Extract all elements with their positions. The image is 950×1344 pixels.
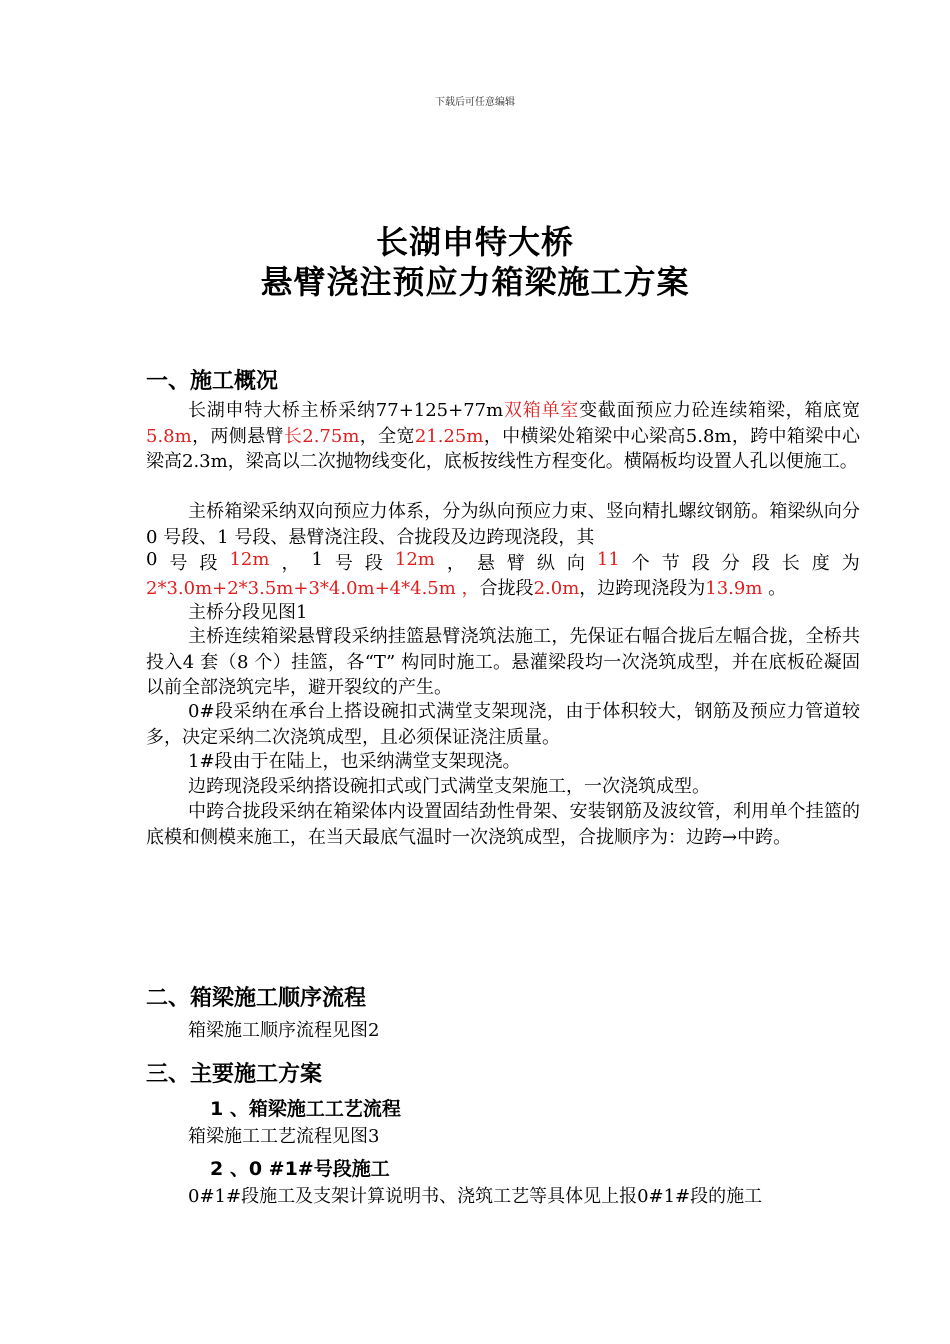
- section1-paragraph-2-line-4: [146, 574, 860, 600]
- text-run: 0: [146, 549, 158, 570]
- text-run: 段: [364, 553, 383, 574]
- text-run: 长湖申特大桥主桥采纳77+125+77m: [188, 400, 504, 421]
- text-run: 号: [169, 553, 188, 574]
- text-run: 1: [311, 549, 323, 570]
- text-run: 度: [811, 553, 830, 574]
- highlight-run: 2.0m: [533, 578, 580, 599]
- highlight-run: 长2.75m: [283, 425, 360, 447]
- section3-subheading-1: 1 、箱梁施工工艺流程: [210, 1098, 401, 1120]
- section1-paragraph-7: 边跨现浇段采纳搭设碗扣式或门式满堂支架施工，一次浇筑成型。: [188, 776, 710, 797]
- section1-paragraph-5: 0#段采纳在承台上搭设碗扣式满堂支架现浇，由于体积较大，钢筋及预应力管道较多，决定采纳二次浇筑成型，且必须保证浇注质量。: [146, 701, 860, 748]
- text-run: 臂: [506, 553, 525, 574]
- text-run: 变截面预应力砼连续箱梁，箱底宽: [579, 400, 860, 421]
- text-run: 段: [691, 553, 710, 574]
- text-run: ，: [446, 553, 465, 574]
- text-run: ，边跨现浇段为: [579, 578, 706, 599]
- text-run: 个: [631, 553, 650, 574]
- text-run: 合拢段: [479, 578, 534, 599]
- highlight-run: 21.25m: [414, 425, 484, 447]
- section1-paragraph-2-line-3: [146, 549, 860, 575]
- section3-sub2-text: 0#1#段施工及支架计算说明书、浇筑工艺等具体见上报0#1#段的施工: [188, 1186, 763, 1207]
- highlight-run: 12m: [394, 549, 435, 570]
- text-run: 。: [768, 578, 787, 599]
- title-line-1: 长湖申特大桥: [375, 223, 574, 261]
- text-run: 纵: [536, 553, 555, 574]
- text-run: 长: [781, 553, 800, 574]
- section2-heading: 二、箱梁施工顺序流程: [146, 986, 367, 1011]
- header-note: 下载后可任意编辑: [435, 97, 515, 108]
- section1-paragraph-2: [146, 499, 860, 550]
- highlight-run: 13.9m: [705, 578, 769, 599]
- section1-paragraph-6: 1#段由于在陆上，也采纳满堂支架现浇。: [188, 751, 521, 772]
- section2-paragraph-1: 箱梁施工顺序流程见图2: [188, 1020, 380, 1041]
- text-run: 号: [334, 553, 353, 574]
- section1-paragraph-8: 中跨合拢段采纳在箱梁体内设置固结劲性骨架、安装钢筋及波纹管，利用单个挂篮的底模和侧模来施工，在当天最底气温时一次浇筑成型，合拢顺序为：边跨→中跨。: [146, 801, 860, 848]
- section3-subheading-2: 2 、0 #1#号段施工: [210, 1158, 390, 1180]
- text-run: ，: [281, 553, 300, 574]
- highlight-run: 12m: [229, 549, 270, 570]
- highlight-run: 5.8m: [146, 425, 192, 447]
- section3-heading: 三、主要施工方案: [146, 1062, 323, 1087]
- section1-paragraph-3: 主桥分段见图1: [188, 602, 308, 623]
- text-run: ，中横梁处箱梁中心梁高5.8m，跨中箱梁中心梁高2.3m，梁高以二次抛物线变化，底板按线性方程变化。横隔板均设置人孔以便施工。: [146, 425, 861, 472]
- section1-paragraph-4: 主桥连续箱梁悬臂段采纳挂篮悬臂浇筑法施工，先保证右幅合拢后左幅合拢，全桥共投入4 套（8 个）挂篮，各“T” 构同时施工。悬灌梁段均一次浇筑成型，并在底板砼凝固以前全部浇筑完毕，避开裂纹的产生。: [146, 626, 860, 698]
- highlight-run: 双箱单室: [503, 400, 580, 421]
- text-run: 段: [199, 553, 218, 574]
- text-run: 为: [841, 553, 860, 574]
- section1-paragraph-1: [146, 398, 860, 475]
- section1-heading: 一、施工概况: [146, 369, 279, 394]
- text-run: 向: [566, 553, 585, 574]
- text-run: 段: [751, 553, 770, 574]
- text-run: ，全宽: [359, 425, 415, 447]
- text-run: 分: [721, 553, 740, 574]
- highlight-run: 2*3.0m+2*3.5m+3*4.0m+4*4.5m ，: [146, 578, 480, 599]
- section3-sub1-text: 箱梁施工工艺流程见图3: [188, 1126, 380, 1147]
- text-run: 悬: [476, 553, 495, 574]
- text-run: ，两侧悬臂: [191, 425, 284, 447]
- text-run: 节: [661, 553, 680, 574]
- highlight-run: 11: [596, 549, 620, 570]
- text-run: 主桥箱梁采纳双向预应力体系，分为纵向预应力束、竖向精扎螺纹钢筋。箱梁纵向分0 号段、1 号段、悬臂浇注段、合拢段及边跨现浇段，其: [146, 501, 860, 548]
- title-line-2: 悬臂浇注预应力箱梁施工方案: [260, 263, 690, 301]
